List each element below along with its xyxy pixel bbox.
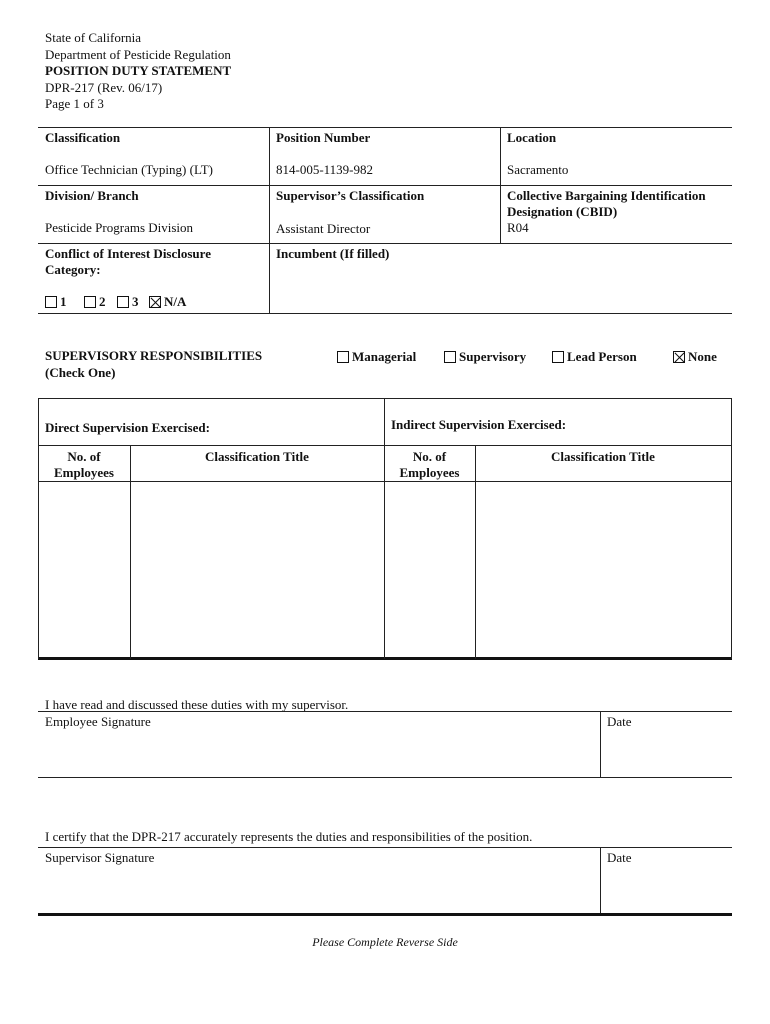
option-supervisory[interactable]: Supervisory <box>444 349 526 365</box>
checkbox-icon[interactable] <box>84 296 96 308</box>
table-border <box>38 398 732 399</box>
divider <box>38 847 732 848</box>
supervisory-subtitle: (Check One) <box>45 365 116 380</box>
indirect-employees-field[interactable] <box>386 483 474 655</box>
supervisor-signature-label: Supervisor Signature <box>45 850 155 865</box>
checkbox-icon[interactable] <box>552 351 564 363</box>
document-title: POSITION DUTY STATEMENT <box>45 63 232 78</box>
supervisor-statement: I certify that the DPR-217 accurately represents the duties and responsibilities of the position. <box>45 829 533 844</box>
table-border <box>384 398 385 659</box>
divider <box>38 127 732 128</box>
divider <box>38 243 732 244</box>
page-indicator: Page 1 of 3 <box>45 96 104 111</box>
indirect-col-classification: Classification Title <box>551 449 655 464</box>
table-border <box>38 481 732 482</box>
divider <box>600 847 601 915</box>
supervisor-classification-label: Supervisor’s Classification <box>276 188 425 203</box>
checked-checkbox-icon[interactable] <box>149 296 161 308</box>
direct-supervision-title: Direct Supervision Exercised: <box>45 420 210 435</box>
employee-signature-field[interactable] <box>40 732 596 774</box>
divider <box>500 127 501 243</box>
divider <box>38 777 732 778</box>
indirect-classification-field[interactable] <box>477 483 730 655</box>
division-label: Division/ Branch <box>45 188 139 203</box>
cbid-label-line1: Collective Bargaining Identification <box>507 188 706 203</box>
checkbox-icon[interactable] <box>337 351 349 363</box>
checked-checkbox-icon[interactable] <box>673 351 685 363</box>
position-number-value[interactable]: 814-005-1139-982 <box>276 162 374 177</box>
document-header <box>45 30 231 113</box>
employee-date-label: Date <box>607 714 632 729</box>
employee-statement: I have read and discussed these duties with my supervisor. <box>45 697 349 712</box>
supervisory-title: SUPERVISORY RESPONSIBILITIES <box>45 348 263 363</box>
supervisor-classification-value[interactable]: Assistant Director <box>276 221 371 236</box>
coi-label-line1: Conflict of Interest Disclosure <box>45 246 211 261</box>
coi-label-line2: Category: <box>45 262 101 277</box>
division-value[interactable]: Pesticide Programs Division <box>45 220 194 235</box>
coi-option-2[interactable]: 2 <box>84 294 106 310</box>
coi-option-na[interactable]: N/A <box>149 294 186 310</box>
cbid-label-line2: Designation (CBID) <box>507 204 618 219</box>
divider <box>38 185 732 186</box>
option-managerial[interactable]: Managerial <box>337 349 416 365</box>
divider <box>38 913 732 916</box>
incumbent-label: Incumbent (If filled) <box>276 246 390 261</box>
direct-classification-field[interactable] <box>132 483 383 655</box>
divider <box>269 127 270 313</box>
table-border <box>130 445 131 659</box>
cbid-value[interactable]: R04 <box>507 220 529 235</box>
supervisor-date-field[interactable] <box>604 868 728 910</box>
cbid-label <box>507 188 706 220</box>
coi-option-3[interactable]: 3 <box>117 294 139 310</box>
position-number-label: Position Number <box>276 130 371 145</box>
table-border <box>38 657 732 660</box>
table-border <box>475 445 476 659</box>
checkbox-icon[interactable] <box>444 351 456 363</box>
indirect-supervision-title: Indirect Supervision Exercised: <box>391 417 567 432</box>
classification-label: Classification <box>45 130 121 145</box>
supervisor-date-label: Date <box>607 850 632 865</box>
location-label: Location <box>507 130 557 145</box>
divider <box>38 711 732 712</box>
direct-col-employees: No. of Employees <box>54 449 114 480</box>
coi-option-1[interactable]: 1 <box>45 294 67 310</box>
supervisor-signature-field[interactable] <box>40 868 596 910</box>
form-number: DPR-217 (Rev. 06/17) <box>45 79 163 95</box>
divider <box>600 711 601 778</box>
classification-value[interactable]: Office Technician (Typing) (LT) <box>45 162 213 177</box>
department-name: Department of Pesticide Regulation <box>45 46 231 62</box>
direct-employees-field[interactable] <box>40 483 129 655</box>
location-value[interactable]: Sacramento <box>507 162 569 177</box>
table-border <box>38 398 39 659</box>
divider <box>38 313 732 314</box>
employee-signature-label: Employee Signature <box>45 714 151 729</box>
checkbox-icon[interactable] <box>117 296 129 308</box>
table-border <box>38 445 732 446</box>
checkbox-icon[interactable] <box>45 296 57 308</box>
state-name: State of California <box>45 30 142 45</box>
employee-date-field[interactable] <box>604 732 728 774</box>
option-lead-person[interactable]: Lead Person <box>552 349 637 365</box>
footer-note: Please Complete Reverse Side <box>312 935 458 949</box>
indirect-col-employees: No. of Employees <box>399 449 460 480</box>
table-border <box>731 398 732 659</box>
option-none[interactable]: None <box>673 349 717 365</box>
direct-col-classification: Classification Title <box>205 449 309 464</box>
coi-label <box>45 246 211 278</box>
